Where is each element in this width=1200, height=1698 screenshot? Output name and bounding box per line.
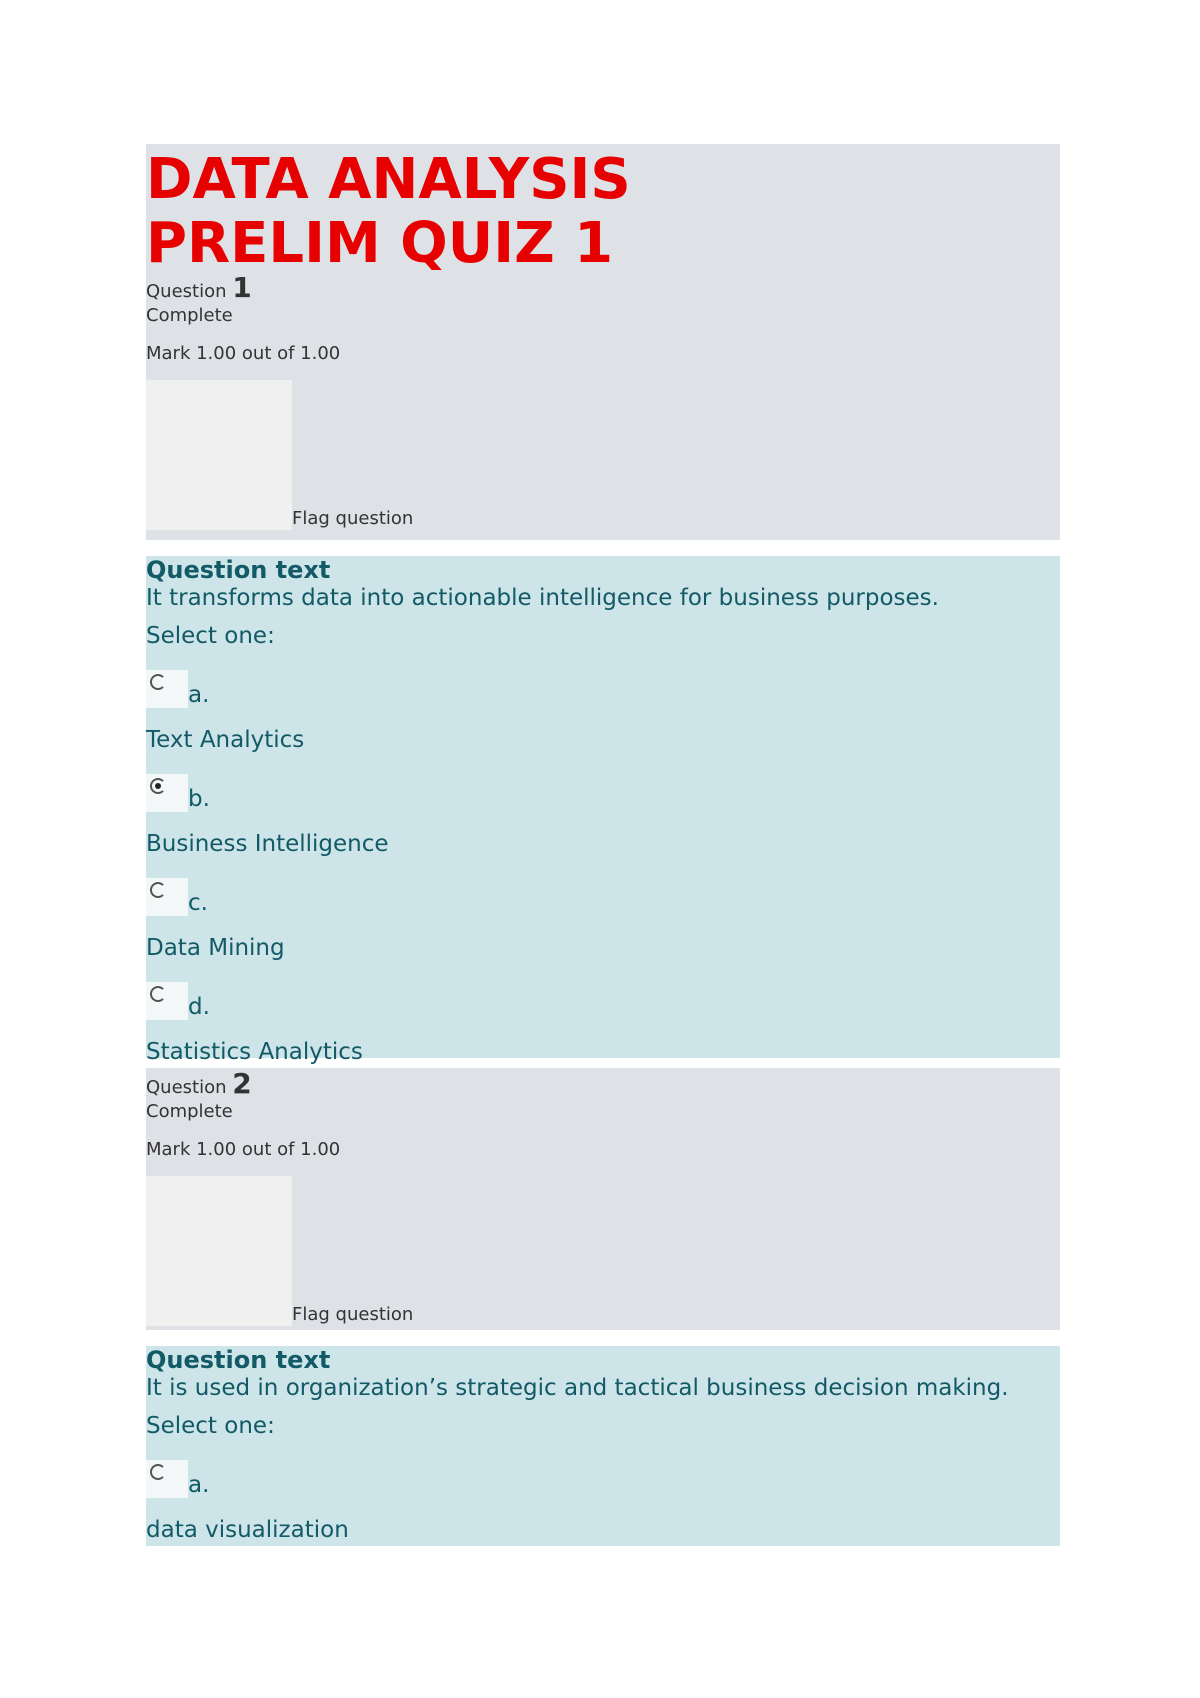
question-1-info [146, 144, 1060, 540]
option-text[interactable]: Data Mining [146, 935, 285, 961]
question-grade: Mark 1.00 out of 1.00 [146, 1139, 341, 1160]
radio-icon[interactable] [150, 674, 166, 690]
option-text[interactable]: Business Intelligence [146, 831, 389, 857]
radio-button[interactable] [146, 774, 188, 812]
answer-option-b[interactable] [146, 768, 1060, 858]
radio-checked-icon[interactable] [150, 778, 166, 794]
select-one-prompt: Select one: [146, 1413, 275, 1439]
question-number: Question 1 [146, 271, 252, 304]
answer-option-d[interactable] [146, 976, 1060, 1066]
question-number: Question 2 [146, 1067, 252, 1100]
radio-button[interactable] [146, 982, 188, 1020]
radio-button[interactable] [146, 670, 188, 708]
option-letter: c. [188, 890, 208, 916]
question-text: It transforms data into actionable intelligence for business purposes. [146, 585, 939, 611]
option-letter: a. [188, 682, 210, 708]
quiz-page [146, 144, 1060, 1546]
radio-button[interactable] [146, 1460, 188, 1498]
question-grade: Mark 1.00 out of 1.00 [146, 343, 341, 364]
answer-option-a[interactable] [146, 1454, 1060, 1544]
answer-option-c[interactable] [146, 872, 1060, 962]
answer-option-a[interactable] [146, 664, 1060, 754]
question-text-heading: Question text [146, 556, 331, 584]
question-2-info [146, 1068, 1060, 1330]
flag-icon[interactable] [146, 1176, 292, 1326]
option-text[interactable]: data visualization [146, 1517, 349, 1543]
flag-icon[interactable] [146, 380, 292, 530]
option-text[interactable]: Text Analytics [146, 727, 305, 753]
option-letter: a. [188, 1472, 210, 1498]
option-text[interactable]: Statistics Analytics [146, 1039, 363, 1065]
select-one-prompt: Select one: [146, 623, 275, 649]
quiz-title-line1: DATA ANALYSIS [146, 147, 631, 212]
question-text-heading: Question text [146, 1346, 331, 1374]
quiz-title-line2: PRELIM QUIZ 1 [146, 211, 614, 276]
question-2-content [146, 1346, 1060, 1546]
option-letter: b. [188, 786, 210, 812]
question-state: Complete [146, 305, 233, 326]
radio-icon[interactable] [150, 1464, 166, 1480]
radio-button[interactable] [146, 878, 188, 916]
radio-icon[interactable] [150, 986, 166, 1002]
question-1-content [146, 556, 1060, 1065]
flag-question-label[interactable]: Flag question [292, 508, 414, 529]
radio-icon[interactable] [150, 882, 166, 898]
option-letter: d. [188, 994, 210, 1020]
question-text: It is used in organization’s strategic and tactical business decision making. [146, 1375, 1009, 1401]
quiz-title [146, 144, 1060, 276]
question-state: Complete [146, 1101, 233, 1122]
flag-question-control[interactable] [146, 1176, 1060, 1326]
flag-question-label[interactable]: Flag question [292, 1304, 414, 1325]
flag-question-control[interactable] [146, 380, 1060, 530]
